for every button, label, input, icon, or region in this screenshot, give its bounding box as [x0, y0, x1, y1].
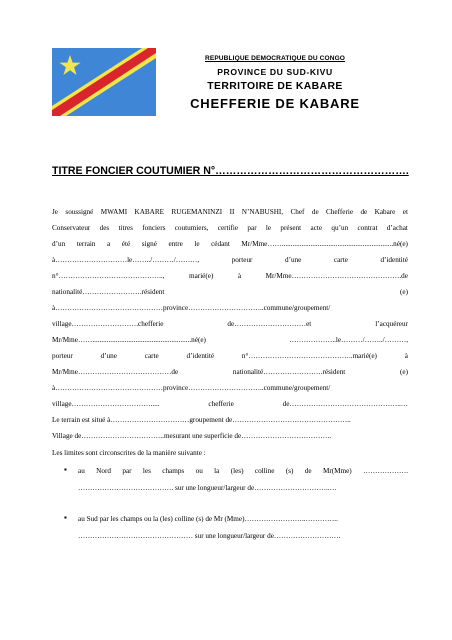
word: (e) [400, 368, 408, 376]
word: d’achat [386, 224, 408, 232]
word: Nord [96, 467, 111, 475]
word: Je [52, 208, 58, 216]
word: des [99, 224, 110, 232]
word: n°…………………………………….., [52, 272, 165, 280]
word: (s) [285, 467, 294, 475]
header-chiefdom: CHEFFERIE DE KABARE [190, 96, 360, 111]
word: d’identité [380, 256, 408, 264]
word: champs [162, 467, 185, 475]
word: Mr(Mme) [322, 467, 352, 475]
word: au [78, 467, 85, 475]
word: a [107, 240, 111, 248]
text-line [52, 208, 408, 217]
word: la [214, 467, 220, 475]
word: KABARE [134, 208, 165, 216]
word: ………………. [363, 467, 408, 475]
header-province: PROVINCE DU SUD-KIVU [217, 67, 333, 77]
word: colline [254, 467, 275, 475]
word: certifie [217, 224, 239, 232]
bullet-icon: ▪ [64, 513, 67, 522]
word: été [121, 240, 131, 248]
word: titres [118, 224, 133, 232]
word: à [237, 272, 242, 280]
text-line [52, 384, 408, 393]
word: Kabare [374, 208, 396, 216]
text-line [52, 224, 408, 233]
word: par [122, 467, 132, 475]
word: chefferie [208, 400, 234, 408]
drc-flag [52, 48, 156, 116]
word: d’une [100, 352, 117, 360]
word: Chefferie [326, 208, 354, 216]
word: Village de……………………………..mesurant une superficie de……………………………….. [52, 432, 332, 440]
word: à………………………………………province…………………………..commune/groupement/ [52, 304, 331, 312]
word: de [360, 208, 368, 216]
text-line [52, 272, 408, 281]
word: de…………………………et [227, 320, 312, 328]
word: coutumiers, [174, 224, 209, 232]
text-line [52, 352, 408, 361]
text-line [52, 320, 408, 329]
text-line [52, 256, 408, 265]
word: soussigné [65, 208, 94, 216]
word: Mr/Mme……..............................................................né(e) [241, 240, 408, 248]
word: fonciers [142, 224, 166, 232]
word: marié(e) [189, 272, 214, 280]
text-line [52, 368, 408, 377]
word: (les) [230, 467, 244, 475]
word: à…………………………le……../………/………, [52, 256, 200, 264]
word: nationalité…………………….résident [232, 368, 346, 376]
text-line [52, 336, 408, 345]
word: de [304, 467, 312, 475]
text-line [52, 288, 408, 297]
word: porteur [231, 256, 253, 264]
word: village……………………….chefferie [52, 320, 164, 328]
text-line [52, 400, 408, 409]
word: RUGEMANINZI [171, 208, 223, 216]
text-line [78, 467, 408, 476]
word: le [265, 224, 272, 232]
word: et [402, 208, 408, 216]
word: ………………..le………/……../………, [289, 336, 408, 344]
word: de………………………………………..… [282, 400, 408, 408]
word: acte [310, 224, 323, 232]
word: cédant [211, 240, 230, 248]
text-line [78, 532, 408, 541]
word: Conservateur [52, 224, 91, 232]
word: …………………………………. sur une longueur/largeur de…………………………..… [78, 484, 337, 492]
word: de [311, 208, 319, 216]
word: II [229, 208, 235, 216]
word: Chef [290, 208, 305, 216]
word: terrain [76, 240, 96, 248]
header-republic: REPUBLIQUE DEMOCRATIQUE DU CONGO [204, 55, 346, 62]
word: à [404, 352, 408, 360]
word: qu’un [331, 224, 349, 232]
word: porteur [52, 352, 73, 360]
text-line [52, 240, 408, 249]
word: au Sud par les champs ou la (les) colline (s) de Mr (Mme)……………………..………….. [78, 515, 338, 523]
bullet-icon: ▪ [64, 465, 67, 474]
word: Le terrain est situé à……………………………groupement de………………………………………….. [52, 416, 351, 424]
word: par [247, 224, 257, 232]
word: signé [141, 240, 157, 248]
word: carte [144, 352, 159, 360]
drc-flag-graphic [52, 48, 156, 116]
word: ………………………………………… sur une longueur/largeur de………………………. [78, 532, 341, 540]
word: n°……………………………………..marié(e) [241, 352, 377, 360]
word: MWAMI [100, 208, 128, 216]
word: N’NABUSHI, [241, 208, 284, 216]
word: les [142, 467, 151, 475]
text-line [52, 304, 408, 313]
word: d’identité [186, 352, 215, 360]
word: ou [195, 467, 203, 475]
word: nationalité…………………….résident [52, 288, 165, 296]
word: carte [333, 256, 348, 264]
header-territory: TERRITOIRE DE KABARE [207, 81, 343, 92]
limits-intro: Les limites sont circonscrites de la manière suivante : [52, 449, 206, 457]
text-line [52, 432, 408, 441]
word: entre [168, 240, 183, 248]
word: à………………………………………province…………………………..commune/groupement/ [52, 384, 331, 392]
word: (e) [400, 288, 408, 296]
word: contrat [357, 224, 378, 232]
word: le [194, 240, 200, 248]
text-line [78, 515, 408, 524]
word: d’un [52, 240, 66, 248]
word: village……………………………..... [52, 400, 160, 408]
word: l’acquéreur [375, 320, 408, 328]
word: d’une [285, 256, 302, 264]
document-title: TITRE FONCIER COUTUMIER N°………………………………………………. [52, 165, 409, 177]
word: Mr/Mme……………………………………….de [265, 272, 408, 280]
text-line [52, 416, 408, 425]
word: Mr/Mme…….......................................................né(e) [52, 336, 206, 344]
text-line [78, 484, 408, 493]
word: Mr/Mme…………………………………de [52, 368, 179, 376]
word: présent [280, 224, 302, 232]
